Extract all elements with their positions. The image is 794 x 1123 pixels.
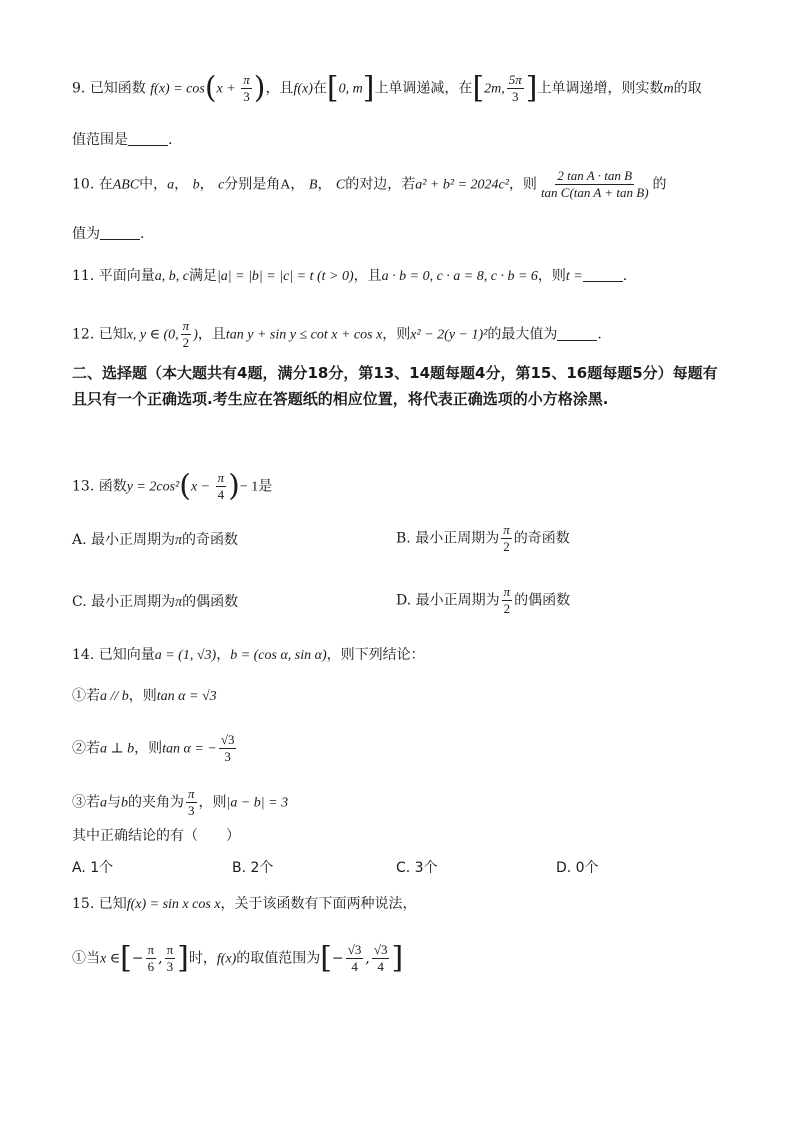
statement-2: ②若a ⊥ b，则tan α = − $\frac{√3}{3}$ bbox=[72, 732, 235, 764]
question-9-line-1: 9. 已知函数 f(x) = cos(x + $\frac{\pi}{3}$ )，且f(x)在[0, m]上单调递减，在[2m, $\frac{5\pi}{3}$ ]上单调递增，则实数m的取 bbox=[72, 70, 702, 106]
fraction-pi-over-3: $\frac{\pi}{3}$ bbox=[243, 72, 250, 104]
statement-1: ①若a // b，则tan α = √3 bbox=[72, 688, 217, 704]
question-13: 13. 函数y = 2cos²(x − $\frac{\pi}{4}$ )− 1是 bbox=[72, 468, 273, 504]
formula-f-cos: f(x) = cos bbox=[150, 81, 205, 97]
option-d[interactable]: D. 最小正周期为 $\frac{\pi}{2}$ 的偶函数 bbox=[396, 584, 571, 616]
interval-0-m: 0, m bbox=[338, 81, 363, 97]
fraction-tan-expression: $\frac{\text{2 tan A · tan B}}{\text{tan C(tan A + tan B)}}$ bbox=[540, 168, 649, 200]
question-10-line-1: 10. 在ABC中，a， b， c分别是角A， B， C的对边，若a² + b² = 2024c²，则 $\frac{\text{2 tan A · tan B}}{\text{tan C(tan A + tan B)}}$ 的 bbox=[72, 168, 667, 200]
statement-3: ③若a与b的夹角为 $\frac{\pi}{3}$ ，则|a − b| = 3 bbox=[72, 786, 289, 818]
option-d[interactable]: D. 0个 bbox=[556, 860, 599, 876]
question-10-line-2: 值为 . bbox=[72, 226, 145, 242]
question-11: 11. 平面向量a, b, c满足|a| = |b| = |c| = t (t > 0)，且a · b = 0, c · a = 8, c · b = 6，则t = . bbox=[72, 268, 628, 284]
option-a[interactable]: A. 最小正周期为π的奇函数 bbox=[72, 532, 239, 548]
option-b[interactable]: B. 2个 bbox=[232, 860, 274, 876]
question-14-prompt: 其中正确结论的有（ ） bbox=[72, 828, 240, 844]
answer-blank[interactable] bbox=[557, 326, 597, 341]
question-number: 9. bbox=[72, 80, 86, 97]
question-14: 14. 已知向量a = (1, √3)，b = (cos α, sin α)，则下列结论： bbox=[72, 647, 425, 663]
option-a[interactable]: A. 1个 bbox=[72, 860, 114, 876]
option-c[interactable]: C. 最小正周期为π的偶函数 bbox=[72, 594, 239, 610]
section-2-heading: 二、选择题（本大题共有4题，满分18分，第13、14题每题4分，第15、16题每题5分）每题有且只有一个正确选项.考生应在答题纸的相应位置，将代表正确选项的小方格涂黑. bbox=[72, 364, 718, 408]
answer-blank[interactable] bbox=[128, 131, 168, 146]
question-12: 12. 已知x, y ∈ (0, $\frac{\pi}{2}$ )，且tan y + sin y ≤ cot x + cos x，则x² − 2(y − 1)²的最大值为 . bbox=[72, 318, 602, 350]
answer-blank[interactable] bbox=[100, 225, 140, 240]
option-c[interactable]: C. 3个 bbox=[396, 860, 438, 876]
question-9-line-2: 值范围是 . bbox=[72, 132, 173, 148]
option-b[interactable]: B. 最小正周期为 $\frac{\pi}{2}$ 的奇函数 bbox=[396, 522, 570, 554]
question-15-statement-1: ①当x ∈[− $\frac{\pi}{6}$ , $\frac{\pi}{3}$ ]时，f(x)的取值范围为[− $\frac{√3}{4}$ , $\frac{√3}{4}$ ] bbox=[72, 940, 404, 976]
answer-blank[interactable] bbox=[583, 267, 623, 282]
fraction-5pi-over-3: $\frac{5\pi}{3}$ bbox=[508, 72, 522, 104]
question-15: 15. 已知f(x) = sin x cos x，关于该函数有下面两种说法， bbox=[72, 896, 417, 912]
